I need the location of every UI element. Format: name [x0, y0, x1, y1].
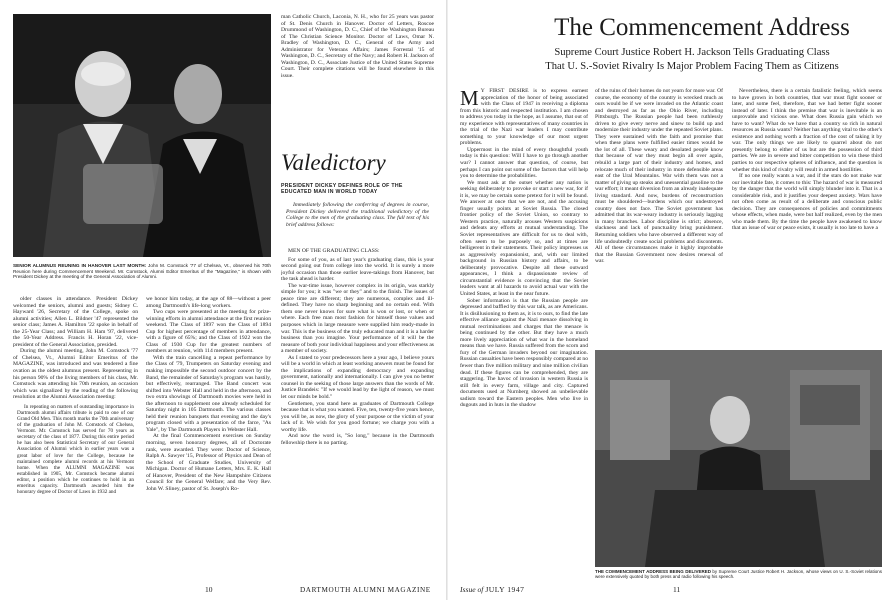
reunion-photo-caption	[13, 263, 271, 280]
article-column-3	[732, 88, 882, 343]
paragraph: For some of you, as of last year's graduating class, this is your second going out from college into the world. It is surely a more joyful occasion than those earlier leave-takings from Hanover, but the task ahead is harder.	[281, 256, 434, 283]
paragraph: At the final Commencement exercises on Sunday morning, seven honorary degrees, all of Doctorate rank, were awarded. They were: Doctor of Science, Ralph A. Sawyer '15, Professor of Physics and Dean of the School of Graduate Studies, University of Michigan. Doctor of Humane Letters, Mrs. E. K. Hall of Hanover, President of the New Hampshire Citizens Council for the General Welfare; and the Very Rev. John W. Sliney, pastor of St. Joseph's Ro-	[146, 433, 271, 492]
left-column-3-top	[281, 14, 434, 146]
paragraph: older classes in attendance. President Dickey welcomed the seniors, alumni and guests; Sidney C. Hayward '26, Secretary of the College, spoke on alumni activities; Allen L. Bildner '47 represented the senior class; James A. Hamilton '22 spoke in behalf of the 25-Year Class; and William H. Ham '97, delivered the 50-Year Address. Francis H. Horan '22, vice-president of the General Association, presided.	[13, 296, 138, 348]
drop-cap: M	[460, 88, 479, 110]
left-column-1	[13, 296, 138, 588]
article-column-1	[460, 88, 588, 593]
paragraph: If no one really wants a war, and if the stars do not make war our inevitable fate, it comes to this: The hazard of war is measured by the danger that the world will simply blunder into it. That is a considerable risk, and it justifies your deepest anxiety. Wars have not often come as result of a deliberate and conscious public decision. They are consequences of policies and commitments whose effects, when made, were but half realized, even by the men who made them. By the time the people have awakened to know that an issue of war or peace exists, it usually is too late to have a	[732, 173, 882, 232]
right-page	[448, 0, 896, 600]
issue-label: Issue of	[460, 585, 484, 594]
jackson-photo	[595, 350, 882, 567]
article-title: The Commencement Address	[554, 14, 850, 41]
paragraph: man Catholic Church, Laconia, N. H., who for 25 years was pastor of St. Denis Church in Hanover. Doctor of Letters, Roscoe Drummond of Washington, D. C., Chief of the Washington Bureau of The Christian Science Monitor. Doctor of Laws, Omar N. Bradley of Washington, D. C., General of the Army and Administrator for Veterans Affairs; James Forrestal '15 of Washington, D. C., Secretary of the Navy; and Robert H. Jackson of Washington, D. C., Associate Justice of the United States Supreme Court. Their complete citations will be found elsewhere in this issue.	[281, 14, 434, 79]
valedictory-intro: Immediately following the conferring of degrees in course, President Dickey delivered the traditional valedictory of the College to the men of the graduating class. The full text of his brief address follows:	[286, 202, 429, 228]
jackson-photo-caption	[595, 569, 882, 580]
jackson-caption-lead: THE COMMENCEMENT ADDRESS BEING DELIVERED	[595, 569, 711, 574]
jackson-caption-body: by Supreme Court Justice Robert H. Jackson, whose views on U. S.-Soviet relations were extensively quoted by both press and radio following his speech.	[595, 569, 882, 580]
paragraph: Nevertheless, there is a certain fatalistic feeling, which seems to have grown in both countries, that war must fight sooner or later, and some feel, therefore, that we had better fight sooner instead of later. I think the premise that war is inevitable is an unprovable and vicious one. What does Russia gain which we have to want? What do we have that a country so rich in natural resources as Russia wants? Neither has anything vital to the other's existence and nothing worth a fraction of the cost of taking it by war. The only things we are likely to quarrel about do not presently belong to either of us but are the possession of third parties. We are in severe and bitter competition to win these third parties to our respective spheres of influence, and the question is whether this kind of rivalry will result in armed hostilities.	[732, 88, 882, 173]
paragraph: With the train cancelling a repeat performance by the Class of '79, Trumpeters on Saturday evening and making impossible the second outdoor concert by the Band, the remainder of Saturday's program was hastily, but effectively, rearranged. The Band concert was shifted into Webster Hall and held in the afternoon, and two extra showings of Dartmouth movies were held in the afternoon to supplement one already scheduled for Saturday night in 105 Dartmouth. The various classes held their reunion banquets that evening and the day's program closed with a presentation of the farce, "As Yale", by The Dartmouth Players in Webster Hall.	[146, 354, 271, 433]
article-deck-line-1: Supreme Court Justice Robert H. Jackson Tells Graduating Class	[554, 47, 830, 58]
paragraph: And now the word is, "So long," because in the Dartmouth fellowship there is no parting.	[281, 433, 434, 446]
article-deck-line-2: That U. S.-Soviet Rivalry Is Major Problem Facing Them as Citizens	[545, 61, 839, 72]
issue-line	[460, 585, 524, 594]
right-folio: 11	[673, 585, 681, 594]
valedictory-title: Valedictory	[281, 150, 386, 175]
left-folio: 10	[205, 585, 213, 594]
valedictory-subhead: PRESIDENT DICKEY DEFINES ROLE OF THE EDUCATED MAN IN WORLD TODAY	[281, 183, 403, 196]
article-column-2	[595, 88, 723, 343]
paragraph: Gentlemen, you stand here as graduates of Dartmouth College because that is what you wanted. Five, ten, twenty-five years hence, you will be, as now, the glory of your purpose or the victim of your lack of it. We wish for you good fortune; we charge you with a worthy life.	[281, 400, 434, 433]
paragraph: Sober information is that the Russian people are depressed and baffled by this war talk, as are Americans. It is disillusioning to them as, it is to ours, to find the late effective alliance against the Nazi menace dissolving in mutual recriminations and charges that the menace is being continued by the other. But they have a much more lively appreciation of what war in the homeland means than we have. Russia suffered from the scorn and fury of the German invaders beyond our imagination. Russian casualties have been responsibly compared at no fewer than five million military and nine million civilian dead. If these figures can be comprehended, they are staggering. The havoc of invasion in western Russia is still felt in every farm, village and city. Captured documents used at Nurnberg showed an unbelievable sadism toward the Eastern peoples. Men who live in dugouts and in huts in the shadow	[460, 297, 588, 409]
paragraph: As I stated to your predecessors here a year ago, I believe yours will be a world in which at least working answers must be found for the implications of expanding democracy and expanding government, nationally and internationally. I can give you no better counsel in the seeking of those large answers than the words of Mr. Justice Brandeis: "If we would lead by the light of reason, we must let our minds be bold."	[281, 354, 434, 401]
paragraph: Y FIRST DESIRE is to express earnest appreciation of the honor of being associated with the Class of 1947 in receiving a diploma from this historic and respected institution. I am chosen to address you today in the hope, as I assume, that out of my experience with representatives of many countries in the trial of the Nazi war leaders I may contribute something to your knowledge of our most urgent problems.	[460, 88, 588, 147]
paragraph: The war-time issue, however complex in its origin, was starkly simple for you; it was "we or they" and to the finish. The issues of peace time are different; they are numerous, complex and ill-defined. They have no sharp beginning and no certain end. With them one never knows for sure what is won or lost, or when or where. Each free man most fashion for himself those values and purposes which in large measure were supplied him ready-made in war. This is the business of the truly educated man and it is a harder business than you imagine. Your performance of it will be the measure of both your individual happiness and your effectiveness as a member of society.	[281, 282, 434, 355]
paragraph: we honor him today, at the age of 88—without a peer among Dartmouth's life-long workers.	[146, 296, 271, 309]
running-head: DARTMOUTH ALUMNI MAGAZINE	[300, 586, 431, 594]
paragraph: During the alumni meeting, John M. Comstock '77 of Chelsea, Vt., Alumni Editor Emeritus of the MAGAZINE, was introduced and was tendered a fine ovation as the oldest alumnus present. Representing in his person 90% of the living members of his class, Mr. Comstock was attending his 70th reunion, an occasion which was signalized by the reading of the following resolution at the Alumni Association meeting:	[13, 348, 138, 401]
valedictory-column	[281, 248, 434, 588]
valedictory-salutation: MEN OF THE GRADUATING CLASS:	[288, 248, 380, 254]
issue-month: JULY 1947	[485, 585, 525, 594]
resolution-paragraph: In repeating on matters of outstanding importance in Dartmouth alumni affairs tribute is paid to one of our Grand Old Men. This month marks the 70th anniversary of the graduation of John M. Comstock of Chelsea, Vermont. Mr. Comstock has served for 70 years as secretary of the class of 1877. During this entire period he has also been Statistical Secretary of our General Association of Alumni which in earlier years was a great labor of love for the College, because he maintained complete alumni records at his Vermont home. When the ALUMNI MAGAZINE was established in 1905, Mr. Comstock became alumni editor, a position which he continues to hold in an emeritus capacity. Dartmouth awarded him the honorary degree of Doctor of Laws in 1932 and	[17, 403, 134, 496]
paragraph: We must ask at the outset whether any nation is seeking deliberately to provoke or start a new war, for if it is, we may be certain some pretext for it will be found. We answer at once that we are not, and the accusing finger usually points at Soviet Russia. The closed frontier policy of the Soviet Union, so contrary to Western practice, naturally arouses Western suspicions and defeats any efforts at mutual understanding. The Soviet representatives are difficult for us to deal with, often seem to be purposely so, and at times are belligerent in their statements. Their policy impresses us as aggressively expansionist, and, with our limited background in Russian history and affairs, to be deliberately provocative. Despite all these outward appearances, I think a dispassionate review of circumstantial evidence is convincing that the Soviet leaders want at all hazards to avoid actual war with the United States, at least in the near future.	[460, 179, 588, 297]
jackson-photo-scene	[595, 350, 882, 567]
reunion-photo	[13, 14, 271, 257]
reunion-caption-lead: SENIOR ALUMNUS REUNING IN HANOVER LAST MONTH:	[13, 263, 147, 268]
reunion-photo-figures	[13, 14, 271, 257]
paragraph: of the ruins of their homes do not yearn for more war. Of course, the economy of the country is wrecked much as ours would be if we were invaded on the Atlantic coast and destroyed as far as the Ohio River, including Pittsburgh. The Russian people had been ruthlessly driven to give every nerve and sinew to build up and modernize their industry under the repeated Soviet plans. They were sustained with the faith and promise that when these plans were fulfilled easier times would be the lot of all. These weary and desolated people know that because of war they must begin all over again, rebuild a large part of their industry and homes, and relocate much of their industry in more defensible areas east of the Ural Mountains. War with them was not a matter of giving up steaks and unessential gasoline to the war effort; it meant diversion from an already inadequate living standard. And now, burdens of reconstruction must be shouldered—burdens which our undestroyed country does not face. The Soviet government has admitted that its war-weary industry is seriously lagging in many branches. Labor discipline is strict; absence, slackness and lack of punctuality bring punishment. Returning soldiers who have observed a different way of life undoubtedly create social problems and discontents. All of these circumstances make it highly improbable that the Russian Government now desires renewal of war.	[595, 88, 723, 265]
reunion-caption-body: John M. Comstock '77 of Chelsea, Vt., observed his 70th Reunion here during Commencement Weekend. Mr. Comstock, Alumni Editor Emeritus of the "Magazine," is shown with President Dickey at the meeting of the General Association of Alumni.	[13, 263, 271, 280]
paragraph: Uppermost in the mind of every thoughtful youth today is this question: Will I have to go through another war? I cannot answer that question, of course, but perhaps I can point out some of the factors that will help you to determine the probabilities.	[460, 146, 588, 180]
left-column-2	[146, 296, 271, 588]
paragraph: Two cups were presented at the meeting for prize-winning efforts in alumni attendance at the first reunion weekend. The Class of 1897 won the Class of 1894 Cup for highest percentage of members in attendance, with a figure of 65%; and the Class of 1922 won the Class of 1930 Cup for the greatest numbers of members at reunion, with 114 members present.	[146, 309, 271, 355]
